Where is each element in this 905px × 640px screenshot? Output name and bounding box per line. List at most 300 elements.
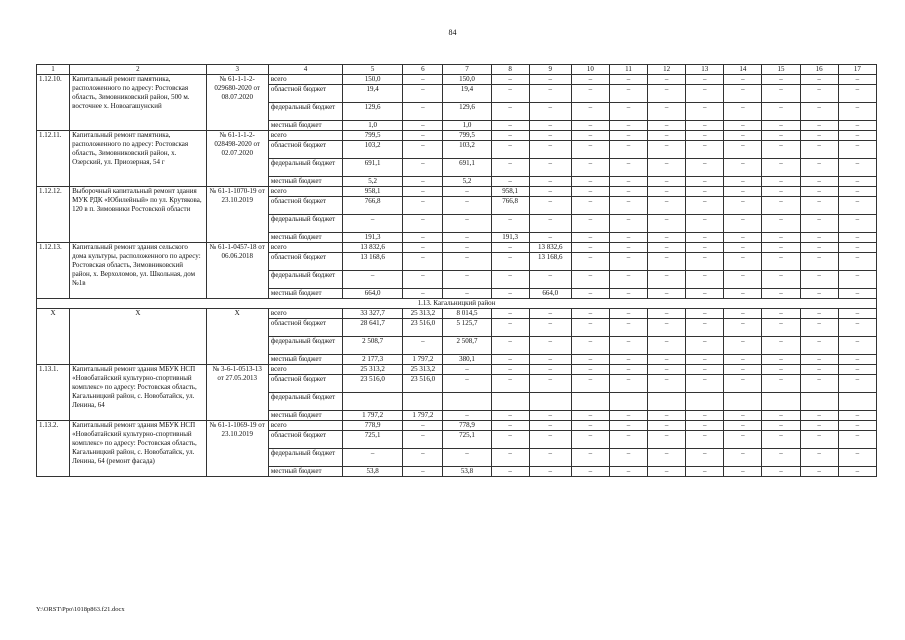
value-cell: – <box>838 215 876 233</box>
value-cell: – <box>571 421 609 431</box>
value-cell: – <box>609 85 647 103</box>
value-cell: – <box>609 355 647 365</box>
value-cell: – <box>491 103 529 121</box>
page-number: 84 <box>448 28 457 37</box>
value-cell: – <box>491 141 529 159</box>
budget-source-label: федеральный бюджет <box>268 271 342 289</box>
table-row <box>37 75 877 85</box>
value-cell: – <box>762 233 800 243</box>
value-cell: – <box>800 355 838 365</box>
value-cell: – <box>762 365 800 375</box>
value-cell: – <box>800 141 838 159</box>
value-cell: – <box>686 131 724 141</box>
value-cell: – <box>724 411 762 421</box>
budget-source-label: местный бюджет <box>268 355 342 365</box>
section-row <box>37 299 877 309</box>
budget-source-label: местный бюджет <box>268 411 342 421</box>
value-cell: – <box>724 85 762 103</box>
value-cell <box>491 393 529 411</box>
value-cell: – <box>838 421 876 431</box>
value-cell: – <box>491 253 529 271</box>
value-cell: 13 832,6 <box>529 243 571 253</box>
value-cell: – <box>838 177 876 187</box>
value-cell: 958,1 <box>343 187 403 197</box>
value-cell: – <box>648 421 686 431</box>
value-cell: – <box>724 177 762 187</box>
column-number: 8 <box>491 65 529 75</box>
object-num: 1.12.11. <box>37 131 70 187</box>
value-cell: – <box>648 215 686 233</box>
value-cell: – <box>529 215 571 233</box>
value-cell: – <box>762 467 800 477</box>
value-cell: 2 508,7 <box>343 337 403 355</box>
table-row <box>37 187 877 197</box>
object-name: Капитальный ремонт здания МБУК НСП «Новобатайский культурно-спортивный комплекс» по адресу: Ростовская область, Кагальницкий район, с. Новобатайск, ул. Ленина, 64 <box>70 365 206 421</box>
value-cell: – <box>609 159 647 177</box>
value-cell: – <box>686 449 724 467</box>
value-cell: – <box>403 141 443 159</box>
value-cell: – <box>686 121 724 131</box>
value-cell: – <box>571 431 609 449</box>
value-cell: – <box>648 233 686 243</box>
value-cell: – <box>491 85 529 103</box>
value-cell: – <box>609 103 647 121</box>
value-cell: – <box>686 243 724 253</box>
value-cell: 5,2 <box>443 177 491 187</box>
value-cell: – <box>571 233 609 243</box>
value-cell: – <box>648 121 686 131</box>
value-cell: 53,8 <box>343 467 403 477</box>
value-cell: – <box>800 365 838 375</box>
value-cell: – <box>529 121 571 131</box>
value-cell: – <box>491 75 529 85</box>
budget-source-label: областной бюджет <box>268 319 342 337</box>
value-cell <box>403 393 443 411</box>
value-cell: – <box>491 271 529 289</box>
budget-source-label: всего <box>268 243 342 253</box>
value-cell: – <box>762 177 800 187</box>
value-cell: – <box>571 271 609 289</box>
value-cell: – <box>762 121 800 131</box>
value-cell: 53,8 <box>443 467 491 477</box>
value-cell: – <box>403 243 443 253</box>
value-cell: 1 797,2 <box>403 411 443 421</box>
object-num: 1.13.2. <box>37 421 70 477</box>
value-cell: – <box>343 449 403 467</box>
object-num: 1.12.13. <box>37 243 70 299</box>
table-row <box>37 131 877 141</box>
value-cell: – <box>529 141 571 159</box>
value-cell: – <box>724 233 762 243</box>
value-cell: – <box>491 431 529 449</box>
value-cell: – <box>800 215 838 233</box>
value-cell <box>686 393 724 411</box>
value-cell: – <box>800 431 838 449</box>
value-cell: – <box>762 85 800 103</box>
value-cell: – <box>403 233 443 243</box>
value-cell: – <box>724 131 762 141</box>
value-cell: – <box>648 197 686 215</box>
value-cell: – <box>609 271 647 289</box>
table-row <box>37 243 877 253</box>
value-cell: – <box>443 411 491 421</box>
column-number: 4 <box>268 65 342 75</box>
value-cell: 766,8 <box>491 197 529 215</box>
value-cell: – <box>491 355 529 365</box>
value-cell: – <box>686 319 724 337</box>
object-num: Х <box>37 309 70 365</box>
value-cell <box>800 393 838 411</box>
value-cell: – <box>491 289 529 299</box>
value-cell: – <box>762 309 800 319</box>
budget-source-label: всего <box>268 421 342 431</box>
value-cell: 2 177,3 <box>343 355 403 365</box>
value-cell: 799,5 <box>443 131 491 141</box>
value-cell: – <box>762 289 800 299</box>
value-cell: 1 797,2 <box>403 355 443 365</box>
value-cell: – <box>529 271 571 289</box>
value-cell: – <box>648 243 686 253</box>
file-path-footer: Y:\ORST\Ppo\1018p863.f21.docx <box>36 606 125 613</box>
value-cell: – <box>762 103 800 121</box>
value-cell: – <box>762 319 800 337</box>
value-cell: – <box>403 85 443 103</box>
column-number: 17 <box>838 65 876 75</box>
value-cell: – <box>838 103 876 121</box>
column-number: 11 <box>609 65 647 75</box>
value-cell: – <box>686 411 724 421</box>
value-cell: 778,9 <box>443 421 491 431</box>
value-cell: – <box>571 159 609 177</box>
value-cell: – <box>609 75 647 85</box>
value-cell: 25 313,2 <box>403 365 443 375</box>
object-name: Выборочный капитальный ремонт здания МУК РДК «Юбилейный» по ул. Крутякова, 120 в п. Зимовники Ростовской области <box>70 187 206 243</box>
value-cell: – <box>403 449 443 467</box>
value-cell: – <box>648 319 686 337</box>
value-cell: – <box>571 197 609 215</box>
column-number: 5 <box>343 65 403 75</box>
value-cell: – <box>491 411 529 421</box>
budget-source-label: федеральный бюджет <box>268 393 342 411</box>
value-cell: – <box>648 337 686 355</box>
value-cell: – <box>609 197 647 215</box>
value-cell: – <box>838 355 876 365</box>
budget-source-label: областной бюджет <box>268 253 342 271</box>
value-cell: 5,2 <box>343 177 403 187</box>
value-cell: – <box>443 375 491 393</box>
value-cell: – <box>443 243 491 253</box>
value-cell: – <box>609 319 647 337</box>
value-cell: – <box>609 289 647 299</box>
value-cell: – <box>648 289 686 299</box>
value-cell: – <box>571 449 609 467</box>
value-cell: – <box>686 103 724 121</box>
value-cell: – <box>403 253 443 271</box>
value-cell: – <box>724 421 762 431</box>
value-cell: – <box>686 187 724 197</box>
value-cell: 19,4 <box>443 85 491 103</box>
value-cell: – <box>724 337 762 355</box>
value-cell: – <box>762 243 800 253</box>
value-cell: – <box>724 431 762 449</box>
value-cell: – <box>403 75 443 85</box>
value-cell: – <box>443 289 491 299</box>
column-number: 13 <box>686 65 724 75</box>
value-cell: – <box>571 319 609 337</box>
value-cell: – <box>609 233 647 243</box>
value-cell: – <box>800 159 838 177</box>
value-cell: – <box>800 289 838 299</box>
value-cell: – <box>762 141 800 159</box>
value-cell: 13 168,6 <box>343 253 403 271</box>
value-cell: – <box>648 365 686 375</box>
value-cell: – <box>609 467 647 477</box>
value-cell: – <box>838 337 876 355</box>
value-cell: – <box>571 243 609 253</box>
column-number: 7 <box>443 65 491 75</box>
value-cell: – <box>609 215 647 233</box>
budget-source-label: федеральный бюджет <box>268 337 342 355</box>
value-cell: – <box>571 103 609 121</box>
value-cell <box>648 393 686 411</box>
table-row <box>37 309 877 319</box>
value-cell: – <box>529 319 571 337</box>
value-cell: – <box>686 309 724 319</box>
value-cell: – <box>800 85 838 103</box>
value-cell: – <box>491 365 529 375</box>
budget-source-label: местный бюджет <box>268 233 342 243</box>
value-cell: – <box>800 233 838 243</box>
value-cell: – <box>838 187 876 197</box>
value-cell: 799,5 <box>343 131 403 141</box>
value-cell: – <box>800 187 838 197</box>
value-cell: 23 516,0 <box>403 375 443 393</box>
value-cell <box>724 393 762 411</box>
value-cell: – <box>800 253 838 271</box>
value-cell: 129,6 <box>343 103 403 121</box>
value-cell: – <box>762 75 800 85</box>
column-number-row <box>37 65 877 75</box>
value-cell: – <box>443 215 491 233</box>
value-cell: 2 508,7 <box>443 337 491 355</box>
value-cell: – <box>403 197 443 215</box>
value-cell: – <box>800 421 838 431</box>
value-cell: – <box>403 271 443 289</box>
value-cell: 766,8 <box>343 197 403 215</box>
budget-source-label: всего <box>268 309 342 319</box>
value-cell: – <box>800 121 838 131</box>
value-cell: – <box>648 375 686 393</box>
value-cell: – <box>686 141 724 159</box>
value-cell: – <box>609 375 647 393</box>
value-cell <box>343 393 403 411</box>
budget-source-label: федеральный бюджет <box>268 449 342 467</box>
budget-source-label: местный бюджет <box>268 177 342 187</box>
value-cell: – <box>724 375 762 393</box>
value-cell: – <box>686 177 724 187</box>
value-cell: – <box>762 187 800 197</box>
value-cell: – <box>838 131 876 141</box>
budget-source-label: всего <box>268 131 342 141</box>
value-cell: – <box>609 449 647 467</box>
budget-source-label: федеральный бюджет <box>268 103 342 121</box>
value-cell: – <box>724 449 762 467</box>
budget-source-label: федеральный бюджет <box>268 215 342 233</box>
value-cell: – <box>648 187 686 197</box>
value-cell: 129,6 <box>443 103 491 121</box>
object-num: 1.13.1. <box>37 365 70 421</box>
value-cell: 778,9 <box>343 421 403 431</box>
budget-source-label: местный бюджет <box>268 467 342 477</box>
value-cell: – <box>609 421 647 431</box>
value-cell: – <box>762 253 800 271</box>
object-doc: № 3-6-1-0513-13 от 27.05.2013 <box>206 365 268 421</box>
value-cell: 23 516,0 <box>403 319 443 337</box>
value-cell: – <box>686 467 724 477</box>
value-cell: – <box>403 289 443 299</box>
value-cell <box>571 393 609 411</box>
budget-source-label: всего <box>268 365 342 375</box>
value-cell: – <box>648 159 686 177</box>
value-cell: – <box>762 337 800 355</box>
value-cell <box>443 393 491 411</box>
column-number: 2 <box>70 65 206 75</box>
value-cell: – <box>491 121 529 131</box>
value-cell: – <box>686 233 724 243</box>
value-cell: – <box>529 103 571 121</box>
value-cell: – <box>343 271 403 289</box>
value-cell: – <box>800 131 838 141</box>
value-cell: – <box>571 355 609 365</box>
budget-source-label: областной бюджет <box>268 375 342 393</box>
value-cell: – <box>529 431 571 449</box>
column-number: 15 <box>762 65 800 75</box>
value-cell: – <box>686 253 724 271</box>
value-cell: – <box>724 215 762 233</box>
value-cell: 691,1 <box>343 159 403 177</box>
value-cell: – <box>724 121 762 131</box>
value-cell: – <box>529 337 571 355</box>
value-cell: – <box>529 131 571 141</box>
value-cell: – <box>686 159 724 177</box>
value-cell: – <box>571 177 609 187</box>
budget-source-label: областной бюджет <box>268 431 342 449</box>
value-cell: – <box>648 141 686 159</box>
value-cell: – <box>800 411 838 421</box>
value-cell: – <box>403 121 443 131</box>
value-cell: – <box>724 467 762 477</box>
value-cell: – <box>443 253 491 271</box>
value-cell: – <box>609 177 647 187</box>
value-cell: – <box>724 75 762 85</box>
value-cell: – <box>648 309 686 319</box>
value-cell: – <box>838 467 876 477</box>
value-cell: – <box>529 159 571 177</box>
value-cell: – <box>609 121 647 131</box>
value-cell: – <box>609 431 647 449</box>
value-cell: – <box>762 197 800 215</box>
column-number: 1 <box>37 65 70 75</box>
object-num: 1.12.10. <box>37 75 70 131</box>
value-cell: 725,1 <box>443 431 491 449</box>
object-doc: № 61-1-1069-19 от 23.10.2019 <box>206 421 268 477</box>
object-doc: № 61-1-1-2-028498-2020 от 02.07.2020 <box>206 131 268 187</box>
value-cell: – <box>686 431 724 449</box>
value-cell: – <box>686 337 724 355</box>
value-cell: – <box>491 449 529 467</box>
value-cell: 191,3 <box>491 233 529 243</box>
value-cell: – <box>491 319 529 337</box>
value-cell: 103,2 <box>443 141 491 159</box>
value-cell: – <box>403 103 443 121</box>
value-cell: – <box>838 271 876 289</box>
value-cell: 1 797,2 <box>343 411 403 421</box>
value-cell: – <box>491 177 529 187</box>
value-cell: – <box>529 421 571 431</box>
value-cell <box>838 393 876 411</box>
budget-source-label: всего <box>268 187 342 197</box>
value-cell: – <box>800 375 838 393</box>
object-name: Капитальный ремонт памятника, расположенного по адресу: Ростовская область, Зимовниковский район, х. Озерский, ул. Приозерная, 54 г <box>70 131 206 187</box>
value-cell: – <box>403 215 443 233</box>
value-cell: 1,0 <box>443 121 491 131</box>
value-cell: – <box>838 319 876 337</box>
section-title: 1.13. Кагальницкий район <box>37 299 877 309</box>
value-cell: 103,2 <box>343 141 403 159</box>
value-cell: – <box>609 131 647 141</box>
value-cell: – <box>529 75 571 85</box>
value-cell: – <box>403 131 443 141</box>
value-cell: – <box>686 421 724 431</box>
value-cell: – <box>648 467 686 477</box>
object-doc: № 61-1-0457-18 от 06.06.2018 <box>206 243 268 299</box>
value-cell: – <box>838 365 876 375</box>
value-cell: 664,0 <box>529 289 571 299</box>
value-cell: – <box>762 215 800 233</box>
value-cell: – <box>648 75 686 85</box>
column-number: 10 <box>571 65 609 75</box>
value-cell: – <box>838 141 876 159</box>
value-cell: 725,1 <box>343 431 403 449</box>
value-cell: – <box>724 365 762 375</box>
value-cell: – <box>800 243 838 253</box>
value-cell: – <box>609 141 647 159</box>
object-doc: № 61-1-1070-19 от 23.10.2019 <box>206 187 268 243</box>
budget-source-label: федеральный бюджет <box>268 159 342 177</box>
value-cell: – <box>571 289 609 299</box>
value-cell: – <box>648 411 686 421</box>
object-name: Капитальный ремонт здания сельского дома культуры, расположенного по адресу: Ростовская область, Зимовниковский район, х. Верхоломов, ул. Школьная, дом №1в <box>70 243 206 299</box>
object-name: Капитальный ремонт памятника, расположенного по адресу: Ростовская область, Зимовниковский район, 500 м. восточнее х. Новоагашунский <box>70 75 206 131</box>
value-cell: – <box>571 75 609 85</box>
value-cell: – <box>529 233 571 243</box>
value-cell: – <box>403 177 443 187</box>
value-cell: – <box>838 431 876 449</box>
value-cell: – <box>609 411 647 421</box>
value-cell: 1,0 <box>343 121 403 131</box>
value-cell: 150,0 <box>343 75 403 85</box>
value-cell: – <box>403 467 443 477</box>
value-cell: – <box>686 289 724 299</box>
value-cell: – <box>762 375 800 393</box>
value-cell: – <box>800 337 838 355</box>
value-cell: – <box>529 85 571 103</box>
value-cell: – <box>571 365 609 375</box>
value-cell: – <box>724 253 762 271</box>
value-cell: – <box>762 411 800 421</box>
value-cell: – <box>838 253 876 271</box>
value-cell: – <box>443 233 491 243</box>
